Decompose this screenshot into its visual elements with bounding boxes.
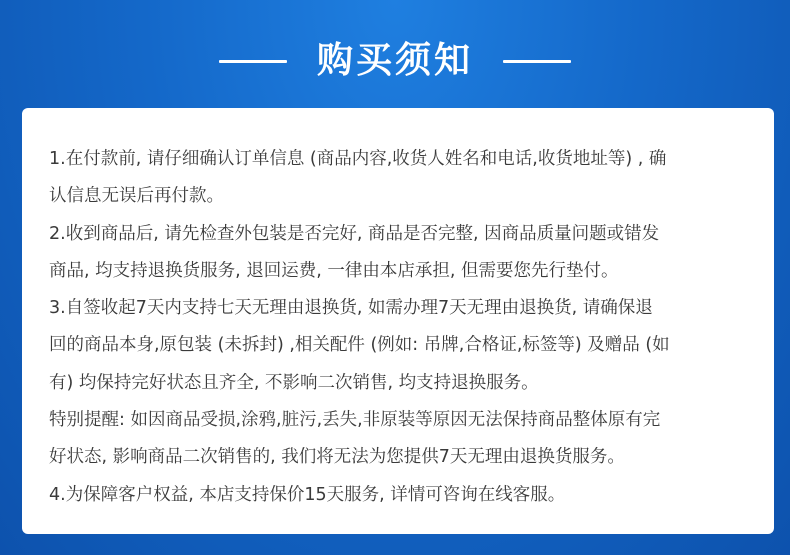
notice-line: 认信息无误后再付款。 bbox=[49, 186, 224, 207]
notice-line: 1.在付款前, 请仔细确认订单信息 (商品内容,收货人姓名和电话,收货地址等) , 确 bbox=[49, 149, 667, 169]
page-title: 购买须知 bbox=[316, 40, 473, 81]
header-right-divider bbox=[503, 60, 571, 63]
notice-line: 4.为保障客户权益, 本店支持保价15天服务, 详情可咨询在线客服。 bbox=[49, 484, 566, 505]
notice-line: 回的商品本身,原包装 (未拆封) ,相关配件 (例如: 吊牌,合格证,标签等) 及赠品 (如 bbox=[49, 335, 670, 356]
notice-line: 特别提醒: 如因商品受损,涂鸦,脏污,丢失,非原装等原因无法保持商品整体原有完 bbox=[49, 410, 661, 431]
notice-card bbox=[22, 108, 774, 534]
notice-line: 好状态, 影响商品二次销售的, 我们将无法为您提供7天无理由退换货服务。 bbox=[49, 447, 625, 468]
header-left-divider bbox=[219, 60, 287, 63]
notice-line: 有) 均保持完好状态且齐全, 不影响二次销售, 均支持退换服务。 bbox=[49, 372, 539, 393]
notice-line: 3.自签收起7天内支持七天无理由退换货, 如需办理7天无理由退换货, 请确保退 bbox=[49, 298, 653, 319]
notice-line: 2.收到商品后, 请先检查外包装是否完好, 商品是否完整, 因商品质量问题或错发 bbox=[49, 223, 660, 244]
header bbox=[0, 36, 790, 86]
notice-line: 商品, 均支持退换货服务, 退回运费, 一律由本店承担, 但需要您先行垫付。 bbox=[49, 260, 619, 281]
